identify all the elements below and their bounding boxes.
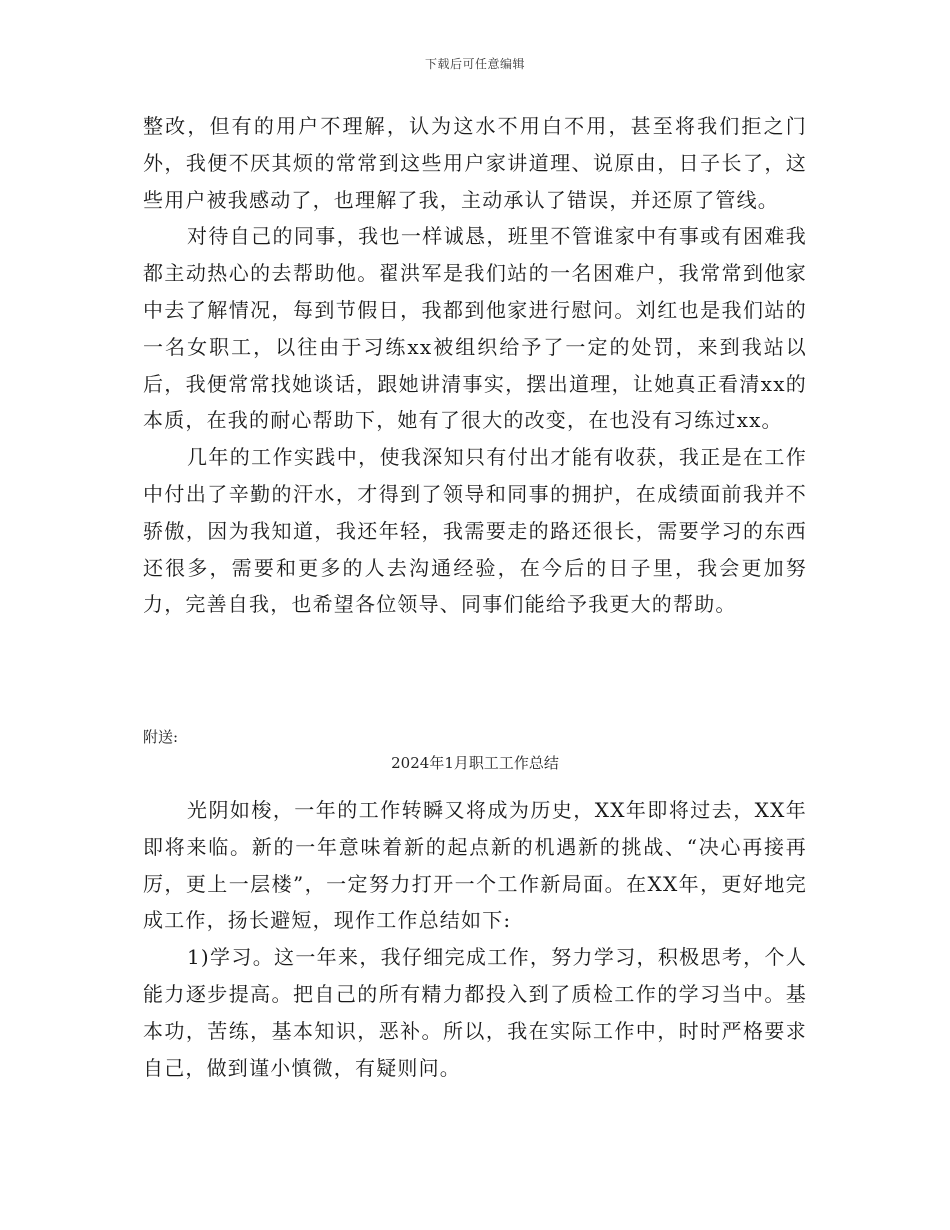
header-note: 下载后可任意编辑 bbox=[424, 57, 525, 71]
paragraph-continued: 整改，但有的用户不理解，认为这水不用白不用，甚至将我们拒之门外，我便不厌其烦的常常到这些用户家讲道理、说原由，日子长了，这些用户被我感动了，也理解了我，主动承认了错误，并还原了管线。 bbox=[143, 114, 807, 212]
paragraph-experience: 几年的工作实践中，使我深知只有付出才能有收获，我正是在工作中付出了辛勤的汗水，才得到了领导和同事的拥护，在成绩面前我并不骄傲，因为我知道，我还年轻，我需要走的路还很长，需要学习的东西还很多，需要和更多的人去沟通经验，在今后的日子里，我会更加努力，完善自我，也希望各位领导、同事们能给予我更大的帮助。 bbox=[143, 445, 807, 617]
paragraph-intro: 光阴如梭，一年的工作转瞬又将成为历史，XX年即将过去，XX年即将来临。新的一年意味着新的起点新的机遇新的挑战、“决心再接再厉，更上一层楼”，一定努力打开一个工作新局面。在XX年，更好地完成工作，扬长避短，现作工作总结如下: bbox=[143, 798, 807, 933]
section-title: 2024年1月职工工作总结 bbox=[391, 754, 559, 772]
paragraph-study: 1)学习。这一年来，我仔细完成工作，努力学习，积极思考，个人能力逐步提高。把自己的所有精力都投入到了质检工作的学习当中。基本功，苦练，基本知识，恶补。所以，我在实际工作中，时时严格要求自己，做到谨小慎微，有疑则问。 bbox=[143, 945, 807, 1080]
appendix-label: 附送: bbox=[143, 728, 179, 746]
summary-text bbox=[143, 792, 807, 1086]
paragraph-colleagues: 对待自己的同事，我也一样诚恳，班里不管谁家中有事或有困难我都主动热心的去帮助他。翟洪军是我们站的一名困难户，我常常到他家中去了解情况，每到节假日，我都到他家进行慰问。刘红也是我们站的一名女职工，以往由于习练xx被组织给予了一定的处罚，来到我站以后，我便常常找她谈话，跟她讲清事实，摆出道理，让她真正看清xx的本质，在我的耐心帮助下，她有了很大的改变，在也没有习练过xx。 bbox=[143, 224, 807, 433]
continuation-text bbox=[143, 108, 807, 623]
